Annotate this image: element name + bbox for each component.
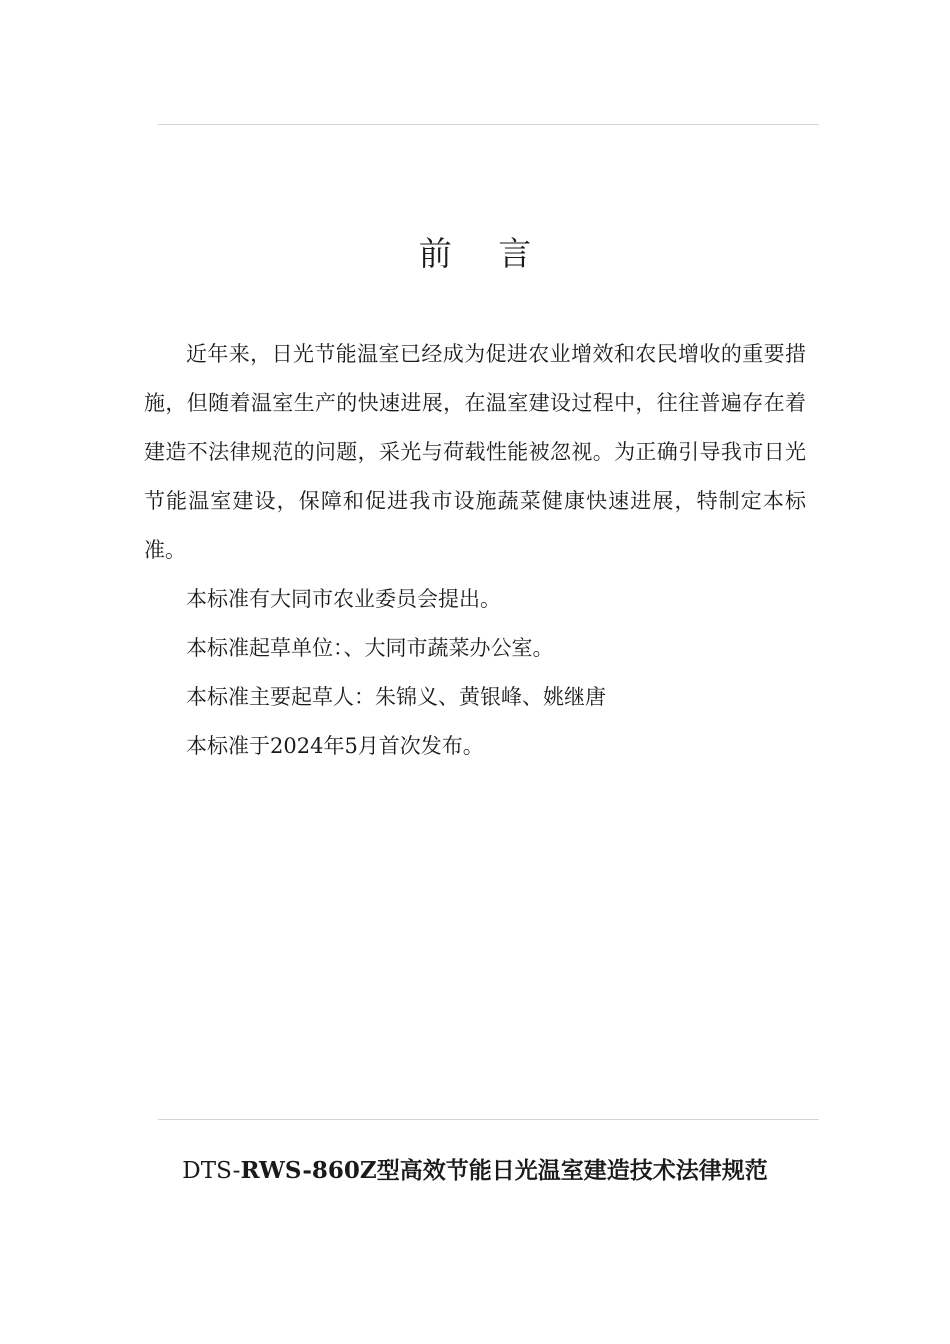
paragraph-proposer: 本标准有大同市农业委员会提出。: [186, 587, 501, 611]
page-title: 前 言: [418, 234, 550, 273]
document-body: [144, 330, 806, 771]
document-footer: [0, 1152, 950, 1185]
top-divider: [158, 124, 819, 125]
paragraph-drafting-unit: 本标准起草单位：、大同市蔬菜办公室。: [186, 636, 554, 660]
bottom-divider: [158, 1119, 819, 1120]
footer-title: RWS-860Z型高效节能日光温室建造技术法律规范: [240, 1157, 768, 1184]
paragraph-drafters: 本标准主要起草人：朱锦义、黄银峰、姚继唐: [186, 685, 606, 709]
paragraph-intro: 近年来，日光节能温室已经成为促进农业增效和农民增收的重要措施，但随着温室生产的快速进展，在温室建设过程中，往往普遍存在着建造不法律规范的问题，采光与荷载性能被忽视。为正确引导我市日光节能温室建设，保障和促进我市设施蔬菜健康快速进展，特制定本标准。: [144, 342, 806, 562]
paragraph-release: 本标准于2024年5月首次发布。: [186, 734, 484, 758]
footer-prefix: DTS-: [182, 1158, 241, 1184]
